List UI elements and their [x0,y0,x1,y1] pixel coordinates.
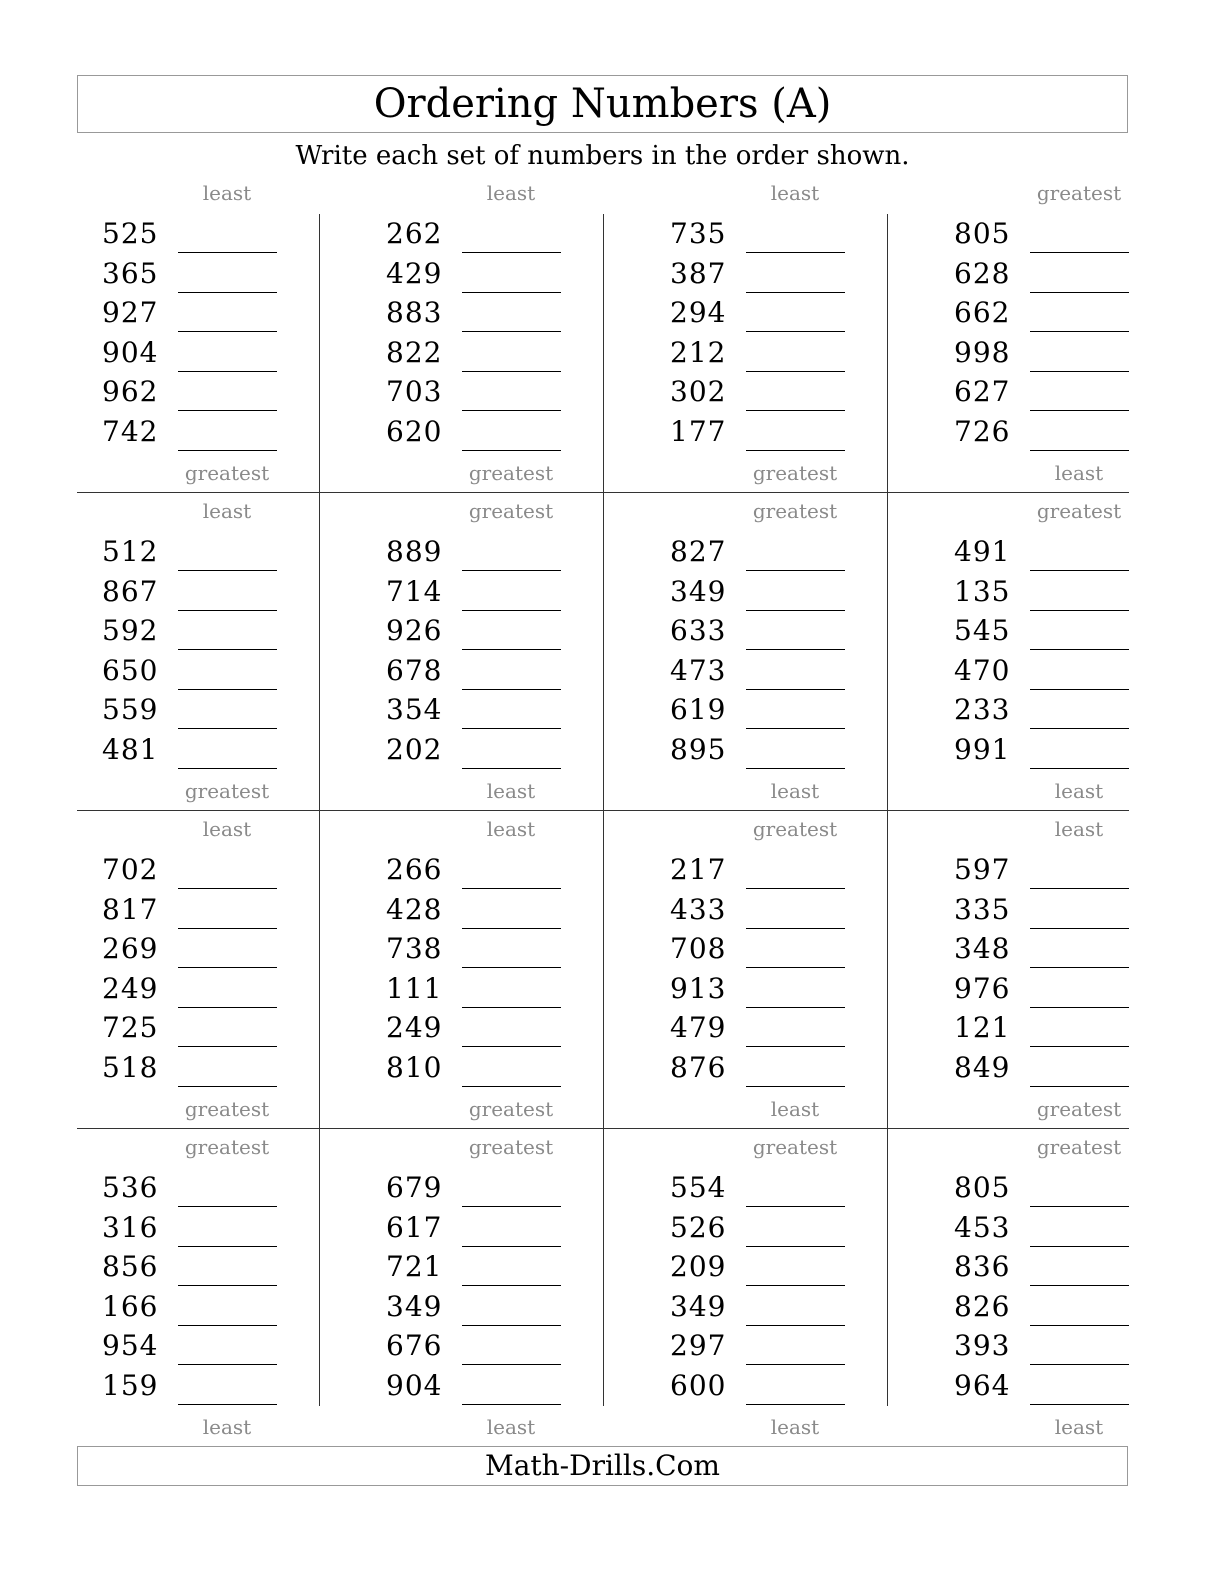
number-row [929,214,1213,254]
given-number: 826 [954,1289,1011,1323]
order-label-bottom: greatest [184,1097,270,1121]
given-number: 518 [102,1050,159,1084]
order-label-top: greatest [1036,1135,1122,1159]
given-number: 135 [954,574,1011,608]
order-label-bottom: least [770,779,820,803]
given-number: 742 [102,414,159,448]
given-number: 159 [102,1368,159,1402]
given-number: 212 [670,335,727,369]
given-number: 433 [670,892,727,926]
answer-blank[interactable] [1030,768,1129,769]
given-number: 913 [670,971,727,1005]
given-number: 262 [386,217,443,250]
given-number: 619 [670,693,727,727]
given-number: 597 [954,853,1011,886]
number-row [929,293,1213,333]
given-number: 233 [954,693,1011,727]
order-label-top: least [770,181,820,205]
column-divider [319,214,320,1406]
given-number: 817 [102,892,159,926]
given-number: 721 [386,1250,443,1284]
order-label-bottom: least [770,1415,820,1439]
answer-blank[interactable] [462,768,561,769]
given-number: 726 [954,414,1011,448]
number-row [929,1366,1213,1406]
number-row [929,929,1213,969]
answer-blank[interactable] [178,1404,277,1405]
given-number: 703 [386,375,443,409]
number-row [929,1287,1213,1327]
number-row [929,969,1213,1009]
number-row [929,412,1213,452]
given-number: 904 [386,1368,443,1402]
given-number: 111 [386,971,443,1005]
number-list [929,214,1213,452]
given-number: 904 [102,335,159,369]
answer-blank[interactable] [1030,1086,1129,1087]
given-number: 349 [670,1289,727,1323]
problem-grid [77,180,1129,1444]
given-number: 592 [102,614,159,648]
given-number: 349 [670,574,727,608]
order-label-bottom: least [1054,779,1104,803]
order-label-top: greatest [1036,499,1122,523]
answer-blank[interactable] [746,768,845,769]
order-label-top: greatest [468,1135,554,1159]
order-label-top: greatest [1036,181,1122,205]
given-number: 316 [102,1210,159,1244]
title-box [77,75,1128,133]
problem-set [929,180,1213,498]
given-number: 679 [386,1171,443,1204]
order-label-bottom: least [1054,461,1104,485]
order-label-bottom: greatest [184,461,270,485]
given-number: 849 [954,1050,1011,1084]
given-number: 166 [102,1289,159,1323]
problem-set [929,1134,1213,1452]
problem-set [929,498,1213,816]
given-number: 526 [670,1210,727,1244]
given-number: 662 [954,296,1011,330]
number-row [929,372,1213,412]
given-number: 998 [954,335,1011,369]
given-number: 836 [954,1250,1011,1284]
given-number: 249 [386,1011,443,1045]
given-number: 822 [386,335,443,369]
number-row [929,850,1213,890]
page-title: Ordering Numbers (A) [373,81,832,127]
number-row [929,1168,1213,1208]
given-number: 294 [670,296,727,330]
given-number: 810 [386,1050,443,1084]
order-label-top: greatest [184,1135,270,1159]
order-label-top: greatest [752,499,838,523]
instructions: Write each set of numbers in the order shown. [295,141,910,171]
order-label-top: greatest [468,499,554,523]
column-divider [887,214,888,1406]
given-number: 428 [386,892,443,926]
given-number: 962 [102,375,159,409]
given-number: 121 [954,1011,1011,1045]
number-row [929,1208,1213,1248]
number-row [929,254,1213,294]
given-number: 348 [954,932,1011,966]
number-row [929,611,1213,651]
given-number: 964 [954,1368,1011,1402]
answer-blank[interactable] [462,450,561,451]
answer-blank[interactable] [462,1404,561,1405]
order-label-top: least [486,817,536,841]
answer-blank[interactable] [178,1086,277,1087]
problem-set [929,816,1213,1134]
given-number: 349 [386,1289,443,1323]
order-label-top: least [202,499,252,523]
given-number: 365 [102,256,159,290]
order-label-bottom: greatest [468,1097,554,1121]
given-number: 297 [670,1329,727,1363]
given-number: 627 [954,375,1011,409]
order-label-bottom: least [486,1415,536,1439]
number-row [929,651,1213,691]
given-number: 735 [670,217,727,250]
answer-blank[interactable] [746,450,845,451]
given-number: 876 [670,1050,727,1084]
answer-blank[interactable] [178,768,277,769]
given-number: 429 [386,256,443,290]
order-label-top: least [202,817,252,841]
answer-blank[interactable] [746,1086,845,1087]
given-number: 617 [386,1210,443,1244]
given-number: 676 [386,1329,443,1363]
answer-blank[interactable] [462,1086,561,1087]
column-divider [603,214,604,1406]
given-number: 708 [670,932,727,966]
given-number: 725 [102,1011,159,1045]
given-number: 525 [102,217,159,250]
number-list [929,1168,1213,1406]
given-number: 895 [670,732,727,766]
given-number: 554 [670,1171,727,1204]
answer-blank[interactable] [1030,1404,1129,1405]
order-label-bottom: greatest [752,461,838,485]
number-row [929,1326,1213,1366]
number-row [929,690,1213,730]
number-row [929,1048,1213,1088]
given-number: 827 [670,535,727,568]
given-number: 738 [386,932,443,966]
given-number: 393 [954,1329,1011,1363]
order-label-top: least [1054,817,1104,841]
given-number: 559 [102,693,159,727]
number-row [929,1008,1213,1048]
answer-blank[interactable] [746,1404,845,1405]
given-number: 473 [670,653,727,687]
given-number: 633 [670,614,727,648]
given-number: 883 [386,296,443,330]
given-number: 805 [954,217,1011,250]
footer-text: Math-Drills.Com [485,1449,720,1482]
given-number: 856 [102,1250,159,1284]
answer-blank[interactable] [1030,450,1129,451]
given-number: 479 [670,1011,727,1045]
given-number: 481 [102,732,159,766]
given-number: 867 [102,574,159,608]
given-number: 620 [386,414,443,448]
order-label-top: least [486,181,536,205]
given-number: 976 [954,971,1011,1005]
given-number: 202 [386,732,443,766]
given-number: 335 [954,892,1011,926]
given-number: 889 [386,535,443,568]
order-label-bottom: least [770,1097,820,1121]
given-number: 453 [954,1210,1011,1244]
given-number: 217 [670,853,727,886]
given-number: 714 [386,574,443,608]
order-label-bottom: least [486,779,536,803]
given-number: 249 [102,971,159,1005]
given-number: 927 [102,296,159,330]
given-number: 209 [670,1250,727,1284]
order-label-bottom: greatest [184,779,270,803]
given-number: 545 [954,614,1011,648]
footer-box [77,1446,1128,1486]
given-number: 354 [386,693,443,727]
given-number: 628 [954,256,1011,290]
number-row [929,333,1213,373]
number-row [929,1247,1213,1287]
given-number: 266 [386,853,443,886]
order-label-bottom: greatest [1036,1097,1122,1121]
order-label-bottom: least [1054,1415,1104,1439]
given-number: 600 [670,1368,727,1402]
given-number: 177 [670,414,727,448]
number-row [929,532,1213,572]
order-label-bottom: least [202,1415,252,1439]
number-row [929,572,1213,612]
order-label-top: greatest [752,817,838,841]
number-list [929,850,1213,1088]
number-list [929,532,1213,770]
given-number: 470 [954,653,1011,687]
given-number: 302 [670,375,727,409]
given-number: 491 [954,535,1011,568]
given-number: 536 [102,1171,159,1204]
given-number: 702 [102,853,159,886]
answer-blank[interactable] [178,450,277,451]
order-label-bottom: greatest [468,461,554,485]
number-row [929,890,1213,930]
given-number: 650 [102,653,159,687]
given-number: 678 [386,653,443,687]
given-number: 387 [670,256,727,290]
order-label-top: least [202,181,252,205]
given-number: 954 [102,1329,159,1363]
given-number: 512 [102,535,159,568]
given-number: 991 [954,732,1011,766]
number-row [929,730,1213,770]
order-label-top: greatest [752,1135,838,1159]
given-number: 269 [102,932,159,966]
given-number: 805 [954,1171,1011,1204]
given-number: 926 [386,614,443,648]
